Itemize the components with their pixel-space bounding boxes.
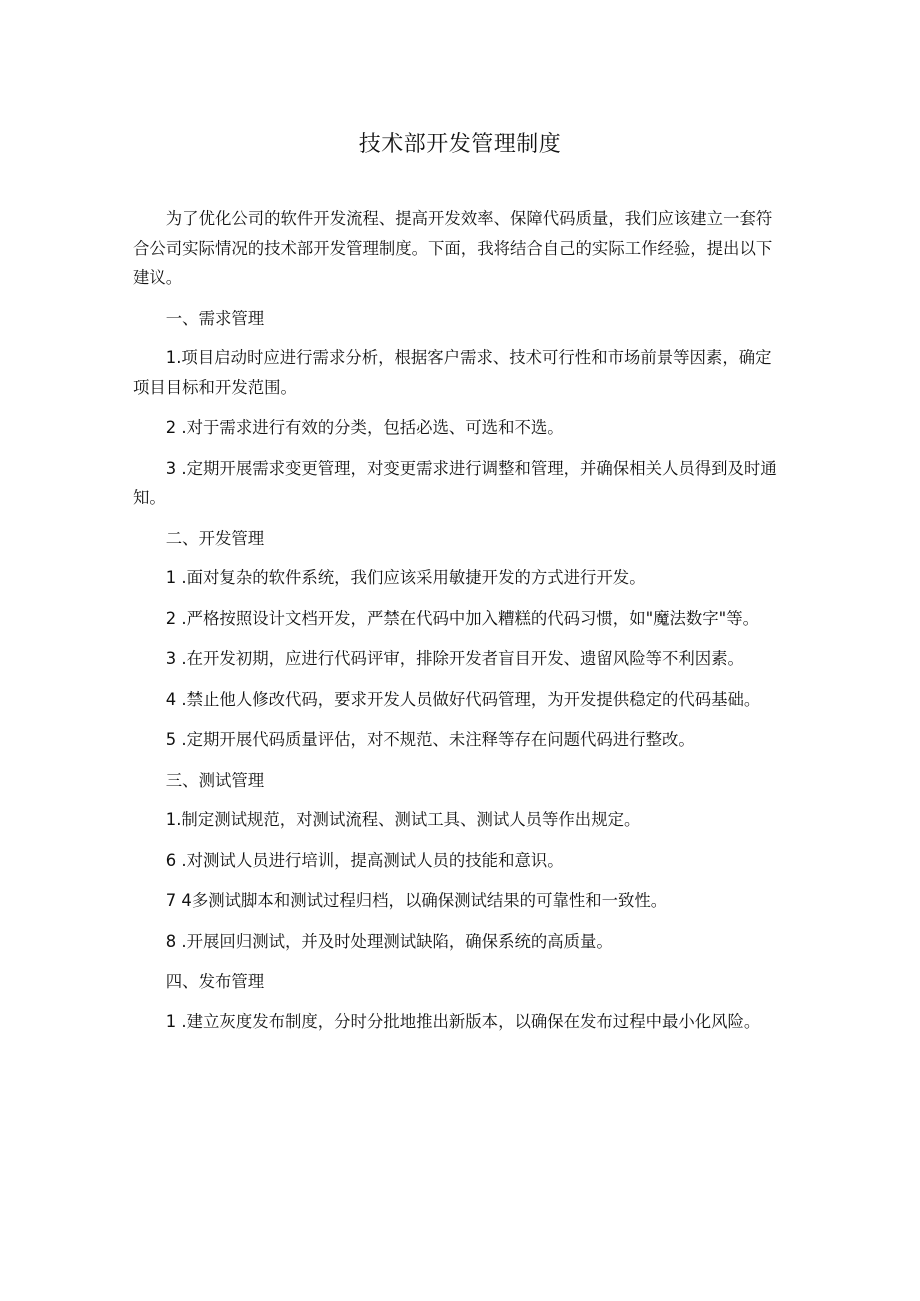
section-heading-release: 四、发布管理 bbox=[165, 972, 265, 991]
list-item: 1.项目启动时应进行需求分析，根据客户需求、技术可行性和市场前景等因素，确定项目目标和开发范围。 bbox=[133, 348, 772, 397]
intro-paragraph: 为了优化公司的软件开发流程、提高开发效率、保障代码质量，我们应该建立一套符合公司实际情况的技术部开发管理制度。下面，我将结合自己的实际工作经验，提出以下建议。 bbox=[133, 209, 773, 287]
document-body bbox=[133, 204, 785, 1047]
list-item: 1 .面对复杂的软件系统，我们应该采用敏捷开发的方式进行开发。 bbox=[165, 568, 646, 587]
list-item: 1 .建立灰度发布制度，分时分批地推出新版本，以确保在发布过程中最小化风险。 bbox=[165, 1011, 761, 1031]
list-item: 6 .对测试人员进行培训，提高测试人员的技能和意识。 bbox=[165, 850, 564, 870]
list-item: 8 .开展回归测试，并及时处理测试缺陷，确保系统的高质量。 bbox=[165, 931, 613, 951]
list-item: 2 .对于需求进行有效的分类，包括必选、可选和不选。 bbox=[165, 418, 564, 437]
list-item: 4 .禁止他人修改代码，要求开发人员做好代码管理，为开发提供稳定的代码基础。 bbox=[165, 689, 761, 709]
section-heading-development: 二、开发管理 bbox=[165, 528, 265, 548]
list-item: 2 .严格按照设计文档开发，严禁在代码中加入糟糕的代码习惯，如"魔法数字"等。 bbox=[165, 608, 760, 628]
list-item: 7 4多测试脚本和测试过程归档，以确保测试结果的可靠性和一致性。 bbox=[165, 891, 668, 910]
section-heading-requirements: 一、需求管理 bbox=[165, 308, 265, 328]
document-title: 技术部开发管理制度 bbox=[358, 132, 562, 157]
list-item: 5 .定期开展代码质量评估，对不规范、未注释等存在问题代码进行整改。 bbox=[165, 730, 695, 749]
section-heading-testing: 三、测试管理 bbox=[165, 770, 265, 790]
list-item: 3 .在开发初期，应进行代码评审，排除开发者盲目开发、遗留风险等不利因素。 bbox=[165, 649, 744, 668]
list-item: 3 .定期开展需求变更管理，对变更需求进行调整和管理，并确保相关人员得到及时通知。 bbox=[133, 458, 777, 507]
list-item: 1.制定测试规范，对测试流程、测试工具、测试人员等作出规定。 bbox=[165, 810, 641, 829]
